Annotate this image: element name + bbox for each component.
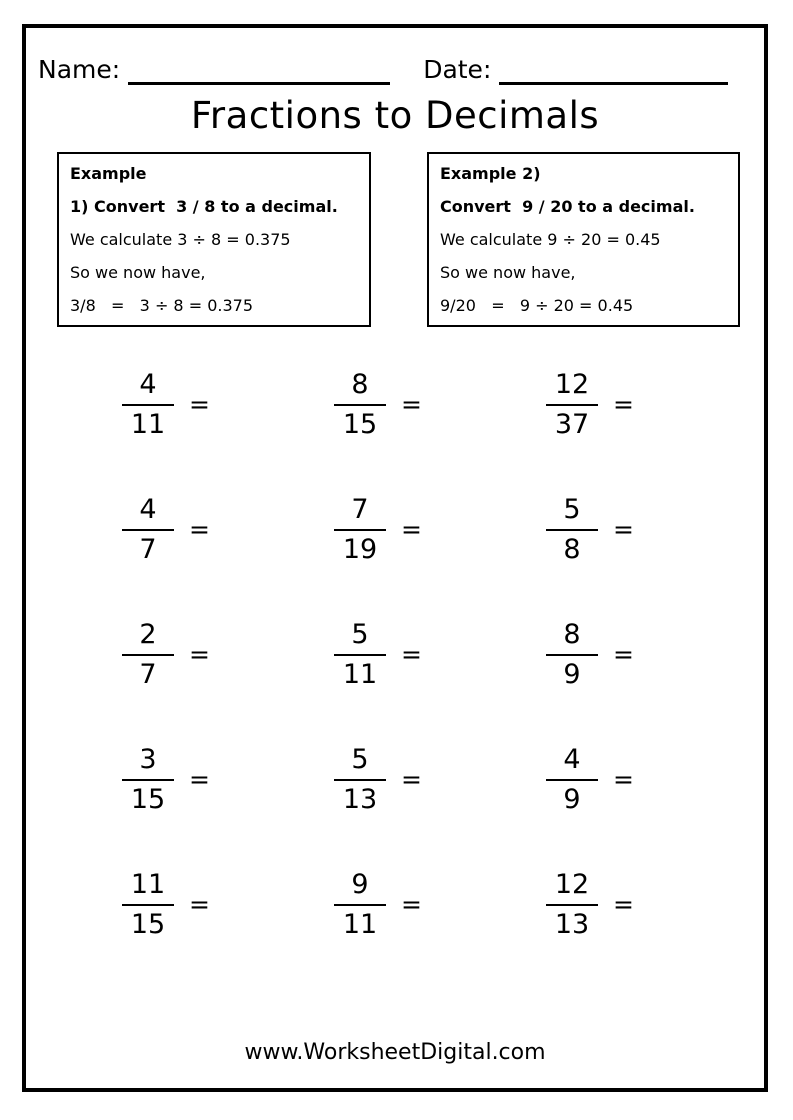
fraction-bar — [122, 779, 174, 781]
fraction-numerator: 4 — [139, 369, 157, 401]
problem-cell-14 — [322, 850, 534, 960]
fraction-denominator: 11 — [342, 659, 378, 690]
equals-sign: = — [401, 889, 422, 919]
fraction-denominator: 13 — [342, 784, 378, 815]
fraction-bar — [122, 904, 174, 906]
date-blank-line[interactable] — [499, 55, 728, 85]
equals-sign: = — [189, 389, 210, 419]
problem-cell-3 — [534, 350, 746, 460]
problem-cell-4 — [110, 475, 322, 585]
worksheet-border-frame — [22, 24, 768, 1092]
fraction-denominator: 15 — [130, 784, 166, 815]
problem-cell-11 — [322, 725, 534, 835]
problem-cell-6 — [534, 475, 746, 585]
problem-cell-1 — [110, 350, 322, 460]
equals-sign: = — [613, 389, 634, 419]
fraction-numerator: 2 — [139, 619, 157, 651]
fraction — [122, 620, 174, 689]
fraction-numerator: 7 — [351, 494, 369, 526]
fraction-denominator: 8 — [563, 534, 581, 565]
fraction-denominator: 11 — [342, 909, 378, 940]
example2-step1: We calculate 9 ÷ 20 = 0.45 — [440, 230, 661, 249]
equals-sign: = — [401, 639, 422, 669]
fraction-denominator: 9 — [563, 659, 581, 690]
equals-sign: = — [401, 514, 422, 544]
fraction-denominator: 7 — [139, 534, 157, 565]
fraction-bar — [334, 654, 386, 656]
equals-sign: = — [401, 389, 422, 419]
problem-cell-15 — [534, 850, 746, 960]
fraction-bar — [546, 779, 598, 781]
fraction-bar — [334, 529, 386, 531]
example1-heading: Example — [70, 164, 147, 183]
problem-cell-12 — [534, 725, 746, 835]
name-label: Name: — [38, 55, 121, 84]
fraction-bar — [546, 654, 598, 656]
fraction — [122, 745, 174, 814]
fraction-numerator: 5 — [563, 494, 581, 526]
page-title: Fractions to Decimals — [190, 94, 600, 137]
example1-step1: We calculate 3 ÷ 8 = 0.375 — [70, 230, 291, 249]
example1-problem: 1) Convert 3 / 8 to a decimal. — [70, 197, 338, 216]
fraction-numerator: 5 — [351, 619, 369, 651]
example2-problem: Convert 9 / 20 to a decimal. — [440, 197, 695, 216]
fraction-denominator: 15 — [130, 909, 166, 940]
equals-sign: = — [401, 764, 422, 794]
header-row — [38, 54, 746, 85]
equals-sign: = — [189, 514, 210, 544]
fraction-numerator: 5 — [351, 744, 369, 776]
fraction-denominator: 7 — [139, 659, 157, 690]
fraction-bar — [122, 654, 174, 656]
example1-step2: So we now have, — [70, 263, 206, 282]
example-box-1 — [57, 152, 371, 327]
fraction — [334, 495, 386, 564]
fraction-bar — [122, 529, 174, 531]
equals-sign: = — [189, 889, 210, 919]
example2-heading: Example 2) — [440, 164, 541, 183]
equals-sign: = — [189, 764, 210, 794]
fraction-denominator: 9 — [563, 784, 581, 815]
problem-cell-5 — [322, 475, 534, 585]
problem-cell-13 — [110, 850, 322, 960]
fraction-bar — [122, 404, 174, 406]
fraction-denominator: 37 — [554, 409, 590, 440]
date-label: Date: — [423, 55, 492, 84]
fraction — [334, 745, 386, 814]
fraction — [546, 745, 598, 814]
fraction-numerator: 8 — [351, 369, 369, 401]
fraction — [122, 370, 174, 439]
fraction — [546, 870, 598, 939]
fraction-denominator: 13 — [554, 909, 590, 940]
fraction-numerator: 11 — [130, 869, 166, 901]
fraction — [122, 495, 174, 564]
equals-sign: = — [613, 514, 634, 544]
name-blank-line[interactable] — [128, 55, 390, 85]
example2-step2: So we now have, — [440, 263, 576, 282]
problem-cell-10 — [110, 725, 322, 835]
fraction-bar — [334, 779, 386, 781]
problem-cell-8 — [322, 600, 534, 710]
problems-grid — [110, 350, 760, 975]
fraction-numerator: 4 — [139, 494, 157, 526]
fraction-numerator: 9 — [351, 869, 369, 901]
fraction-bar — [334, 904, 386, 906]
equals-sign: = — [189, 639, 210, 669]
example2-result: 9/20 = 9 ÷ 20 = 0.45 — [440, 296, 634, 315]
footer-website: www.WorksheetDigital.com — [244, 1040, 546, 1065]
problem-cell-2 — [322, 350, 534, 460]
fraction-numerator: 12 — [554, 369, 590, 401]
fraction — [122, 870, 174, 939]
fraction-bar — [546, 529, 598, 531]
fraction — [546, 495, 598, 564]
example1-result: 3/8 = 3 ÷ 8 = 0.375 — [70, 296, 253, 315]
equals-sign: = — [613, 764, 634, 794]
equals-sign: = — [613, 889, 634, 919]
fraction — [546, 370, 598, 439]
fraction-denominator: 15 — [342, 409, 378, 440]
fraction — [334, 370, 386, 439]
fraction-denominator: 11 — [130, 409, 166, 440]
fraction-denominator: 19 — [342, 534, 378, 565]
fraction — [334, 870, 386, 939]
fraction-bar — [546, 404, 598, 406]
problem-cell-9 — [534, 600, 746, 710]
fraction-numerator: 3 — [139, 744, 157, 776]
equals-sign: = — [613, 639, 634, 669]
fraction-numerator: 4 — [563, 744, 581, 776]
fraction-bar — [546, 904, 598, 906]
fraction-bar — [334, 404, 386, 406]
fraction-numerator: 12 — [554, 869, 590, 901]
problem-cell-7 — [110, 600, 322, 710]
fraction — [546, 620, 598, 689]
example-box-2 — [427, 152, 740, 327]
fraction-numerator: 8 — [563, 619, 581, 651]
fraction — [334, 620, 386, 689]
